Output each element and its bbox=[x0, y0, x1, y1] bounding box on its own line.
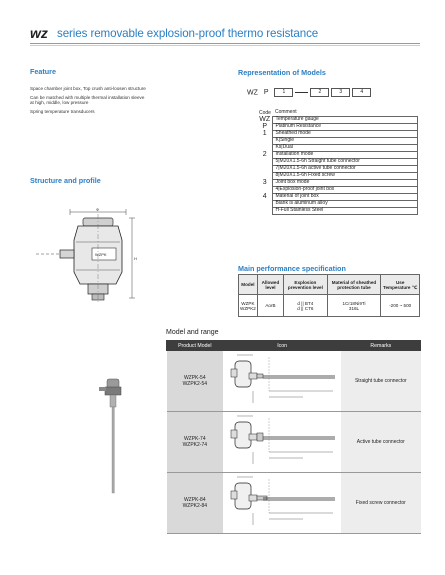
code-col-header: Code bbox=[259, 109, 271, 116]
comment-cell: Ks|Dual bbox=[273, 145, 418, 152]
page-title: series removable explosion-proof thermo resistance bbox=[57, 27, 319, 40]
feature-item: Spring temperature transducers bbox=[30, 108, 95, 114]
model-name-cell: WZPK-74 WZPK2-74 bbox=[167, 412, 224, 473]
model-remark-cell: Active tube connector bbox=[341, 412, 420, 473]
model-name-cell: WZPK-84 WZPK2-84 bbox=[167, 473, 224, 534]
model-remark-cell: Straight tube connector bbox=[341, 351, 420, 412]
model-code-line bbox=[247, 88, 371, 97]
comment-cell: Platinum Resistance bbox=[273, 124, 418, 131]
series-prefix: wz bbox=[30, 25, 48, 41]
code-cell bbox=[257, 138, 273, 145]
code-cell: 2 bbox=[262, 151, 267, 159]
comment-cell: Blank is aluminum alloy bbox=[273, 201, 418, 208]
model-range-heading: Model and range bbox=[166, 329, 219, 336]
perf-material: 1Cr18Ni9Ti 316L bbox=[327, 295, 381, 317]
perf-allowed: AorB bbox=[257, 295, 283, 317]
comment-cell: H-Full Stainless Steel bbox=[273, 208, 418, 215]
model-name-cell: WZPK-54 WZPK2-54 bbox=[167, 351, 224, 412]
code-cell: P bbox=[262, 123, 268, 131]
model-icon-cell bbox=[223, 473, 341, 534]
code-cell bbox=[257, 208, 273, 215]
comment-cell: Installation mode bbox=[273, 152, 418, 159]
code-box: 2 bbox=[310, 88, 329, 97]
perf-header-material: Material of sheathed protection tube bbox=[327, 275, 381, 295]
structure-heading: Structure and profile bbox=[30, 176, 101, 185]
perf-model: WZPK WZPK2 bbox=[239, 295, 258, 317]
performance-heading: Main performance specification bbox=[238, 264, 346, 273]
code-box: 1 bbox=[274, 88, 293, 97]
code-box: 4 bbox=[352, 88, 371, 97]
perf-header-temp: Use Temperature ℃ bbox=[381, 275, 420, 295]
code-cell: 3 bbox=[262, 179, 267, 187]
code-cell bbox=[257, 166, 273, 173]
comment-cell: 4|Explosion-proof joint box bbox=[273, 187, 418, 194]
model-remark-cell: Fixed screw connector bbox=[341, 473, 420, 534]
code-table bbox=[257, 110, 418, 215]
product-drawing bbox=[223, 473, 341, 531]
code-cell: 4 bbox=[262, 193, 267, 201]
code-box: 3 bbox=[331, 88, 350, 97]
comment-cell: K|Single bbox=[273, 138, 418, 145]
model-row bbox=[167, 412, 421, 473]
perf-header-explosion: Explosion prevention level bbox=[284, 275, 328, 295]
mr-header-model: Product Model bbox=[167, 341, 224, 351]
model-icon-cell bbox=[223, 412, 341, 473]
model-range-table bbox=[166, 340, 421, 534]
code-cell: WZ bbox=[259, 116, 271, 124]
code-cell: 1 bbox=[262, 130, 267, 138]
code-row bbox=[257, 208, 418, 215]
perf-temp: -200 ~ 500 bbox=[381, 295, 420, 317]
feature-item: Space chamber joint box, Top crush anti-loosen structure bbox=[30, 86, 146, 91]
feature-heading: Feature bbox=[30, 67, 56, 76]
comment-cell: 5|M20X1.5-6h Straight tube connector bbox=[273, 159, 418, 166]
product-drawing bbox=[223, 412, 341, 470]
comment-cell: Sheathed mode bbox=[273, 131, 418, 138]
svg-text:Φ: Φ bbox=[96, 207, 100, 212]
code-cell bbox=[257, 159, 273, 166]
svg-text:H: H bbox=[134, 256, 137, 261]
model-icon-cell bbox=[223, 351, 341, 412]
mr-header-icon: Icon bbox=[223, 341, 341, 351]
comment-cell: Joint box mode bbox=[273, 180, 418, 187]
product-drawing bbox=[223, 351, 341, 409]
comment-col-header: Comment bbox=[274, 109, 297, 116]
perf-header-model: Model bbox=[239, 275, 258, 295]
nameplate-text: WZPK bbox=[95, 252, 107, 257]
code-letter: WZ bbox=[247, 89, 258, 97]
header-divider-light bbox=[30, 45, 420, 46]
model-row bbox=[167, 473, 421, 534]
mr-header-remarks: Remarks bbox=[341, 341, 420, 351]
model-row bbox=[167, 351, 421, 412]
code-letter: P bbox=[263, 89, 269, 97]
performance-table bbox=[238, 274, 420, 317]
code-cell bbox=[257, 201, 273, 208]
header-divider bbox=[30, 43, 420, 44]
page-header bbox=[30, 22, 425, 46]
comment-cell: Temperature gauge bbox=[273, 117, 418, 124]
perf-header-allowed: Allowed level bbox=[257, 275, 283, 295]
feature-item: Can be matched with multiple thermal installation sleeve at high, middle, low pressure bbox=[30, 94, 145, 106]
feature-list bbox=[30, 86, 230, 117]
structure-drawing bbox=[28, 200, 158, 305]
code-dash bbox=[295, 92, 308, 93]
perf-explosion: d || BT4 d || CT6 bbox=[284, 295, 328, 317]
representation-heading: Representation of Models bbox=[238, 68, 326, 77]
comment-cell: 8|M20X1.5-6h Fixed screw bbox=[273, 173, 418, 180]
comment-cell: 7|M20X1.5-6h active tube connector bbox=[273, 166, 418, 173]
comment-cell: Material of joint box bbox=[273, 194, 418, 201]
probe-photo bbox=[95, 375, 135, 495]
